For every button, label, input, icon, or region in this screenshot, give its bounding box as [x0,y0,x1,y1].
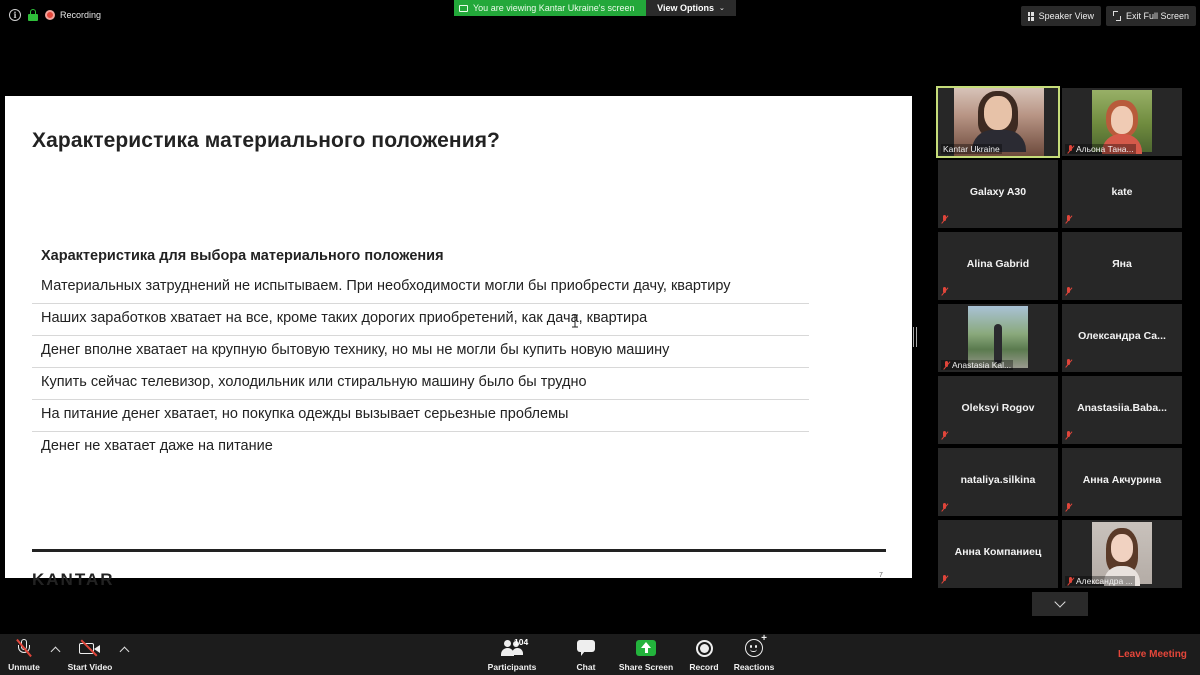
participant-name: Anastasiia.Baba... [1077,402,1167,414]
grid-icon [1028,12,1034,21]
mic-muted-icon [941,575,948,584]
participant-tile[interactable] [1062,376,1182,444]
participant-name: Олександра Са... [1078,330,1166,342]
leave-meeting-button[interactable] [1118,634,1187,675]
record-icon [696,640,713,657]
panel-splitter-handle[interactable] [913,327,917,347]
mic-muted-icon [1065,359,1072,368]
mic-muted-icon [1065,431,1072,440]
mic-muted-icon [1065,503,1072,512]
participant-name: kate [1111,186,1133,198]
slide-divider [32,549,886,552]
participant-video [1092,522,1152,584]
mic-muted-icon [941,215,948,224]
video-options-caret-icon[interactable] [120,647,130,657]
mic-muted-icon [1065,287,1072,296]
gallery-next-page-button[interactable] [1032,592,1088,616]
mic-muted-icon [941,287,948,296]
participant-tile[interactable] [1062,160,1182,228]
info-icon[interactable]: i [9,9,21,21]
table-row: Денег вполне хватает на крупную бытовую технику, но мы не могли бы купить новую машину [32,336,809,368]
participant-label [941,144,1002,154]
participant-tile[interactable] [1062,304,1182,372]
view-options-button[interactable] [646,0,736,16]
participant-name: Яна [1112,258,1132,270]
meeting-toolbar [0,634,1200,675]
participant-tile[interactable] [938,376,1058,444]
slide-title: Характеристика материального положения? [32,129,500,152]
participant-tile[interactable] [938,304,1058,372]
unmute-label: Unmute [8,662,40,672]
screen-share-icon [459,5,468,12]
participant-tile[interactable] [936,86,1060,158]
participant-tile[interactable] [938,232,1058,300]
mic-muted-icon [943,361,950,370]
reactions-button[interactable] [732,634,776,675]
shared-screen-slide [5,96,912,589]
table-row: Денег не хватает даже на питание [41,438,273,454]
participant-tile[interactable] [1062,232,1182,300]
table-row: Наших заработков хватает на все, кроме таких дорогих приобретений, как дача, квартира [32,304,809,336]
participant-name: Alina Gabrid [966,258,1030,270]
chevron-down-icon: ⌄ [718,5,725,12]
participant-label [1065,576,1135,586]
participants-button[interactable] [484,634,540,675]
participant-label [1065,144,1136,154]
mic-muted-icon [941,503,948,512]
participant-video [1092,90,1152,152]
participant-tile[interactable] [1062,88,1182,156]
participant-tile[interactable] [1062,448,1182,516]
participant-name: Анна Компаниец [954,546,1042,558]
start-video-label: Start Video [67,662,113,672]
share-screen-button[interactable] [618,634,674,675]
table-row: Купить сейчас телевизор, холодильник или стиральную машину было бы трудно [32,368,809,400]
slide-table [32,242,809,464]
participant-label [941,360,1013,370]
lock-icon[interactable] [28,9,38,21]
leave-meeting-label: Leave Meeting [1118,649,1187,660]
view-options-label: View Options [657,3,714,13]
participant-video [968,306,1028,368]
mic-muted-icon [1067,145,1074,154]
participant-name: nataliya.silkina [960,474,1036,486]
table-row: Материальных затруднений не испытываем. При необходимости могли бы приобрести дачу, квартиру [32,272,809,304]
viewing-screen-banner [454,0,646,16]
chevron-down-icon [1054,596,1065,607]
record-button[interactable] [686,634,722,675]
audio-options-caret-icon[interactable] [51,647,61,657]
mic-muted-icon [1065,215,1072,224]
unmute-button[interactable] [2,634,46,675]
chat-label: Chat [576,662,596,672]
top-bar [0,0,1200,32]
share-screen-icon [636,640,656,656]
chat-icon [577,640,595,656]
share-screen-label: Share Screen [618,662,674,672]
start-video-button[interactable] [64,634,116,675]
reactions-icon: + [745,639,763,657]
participant-name: Kantar Ukraine [943,144,1000,154]
reactions-label: Reactions [733,662,775,672]
participant-tile[interactable] [1062,520,1182,588]
table-row: На питание денег хватает, но покупка одежды вызывает серьезные проблемы [32,400,809,432]
participants-count: 104 [514,637,529,647]
participant-name: Альона Тана... [1076,144,1134,154]
participant-tile[interactable] [938,448,1058,516]
record-label: Record [689,662,719,672]
speaker-view-label: Speaker View [1038,11,1094,21]
exit-full-screen-button[interactable] [1106,6,1196,26]
exit-full-screen-label: Exit Full Screen [1125,11,1189,21]
speaker-view-button[interactable] [1021,6,1101,26]
recording-icon [45,10,55,20]
participant-name: Александра ... [1076,576,1133,586]
meeting-status [9,9,101,21]
kantar-logo: KANTAR [32,570,115,589]
mic-muted-icon [16,639,32,657]
participant-tile[interactable] [938,520,1058,588]
participants-label: Participants [487,662,537,672]
viewing-screen-text: You are viewing Kantar Ukraine's screen [473,3,635,13]
participant-tile[interactable] [938,160,1058,228]
exit-full-screen-icon [1113,11,1121,21]
table-header: Характеристика для выбора материального положения [41,248,444,264]
text-cursor-icon [570,314,580,328]
mic-muted-icon [1067,577,1074,586]
chat-button[interactable] [568,634,604,675]
mic-muted-icon [941,431,948,440]
participant-name: Anastasia Kal... [952,360,1012,370]
participant-name: Galaxy A30 [969,186,1027,198]
participant-name: Анна Акчурина [1082,474,1162,486]
slide-page-number: 7 [879,572,883,579]
video-off-icon [79,641,101,655]
recording-label: Recording [60,10,102,20]
participant-name: Oleksyi Rogov [961,402,1035,414]
